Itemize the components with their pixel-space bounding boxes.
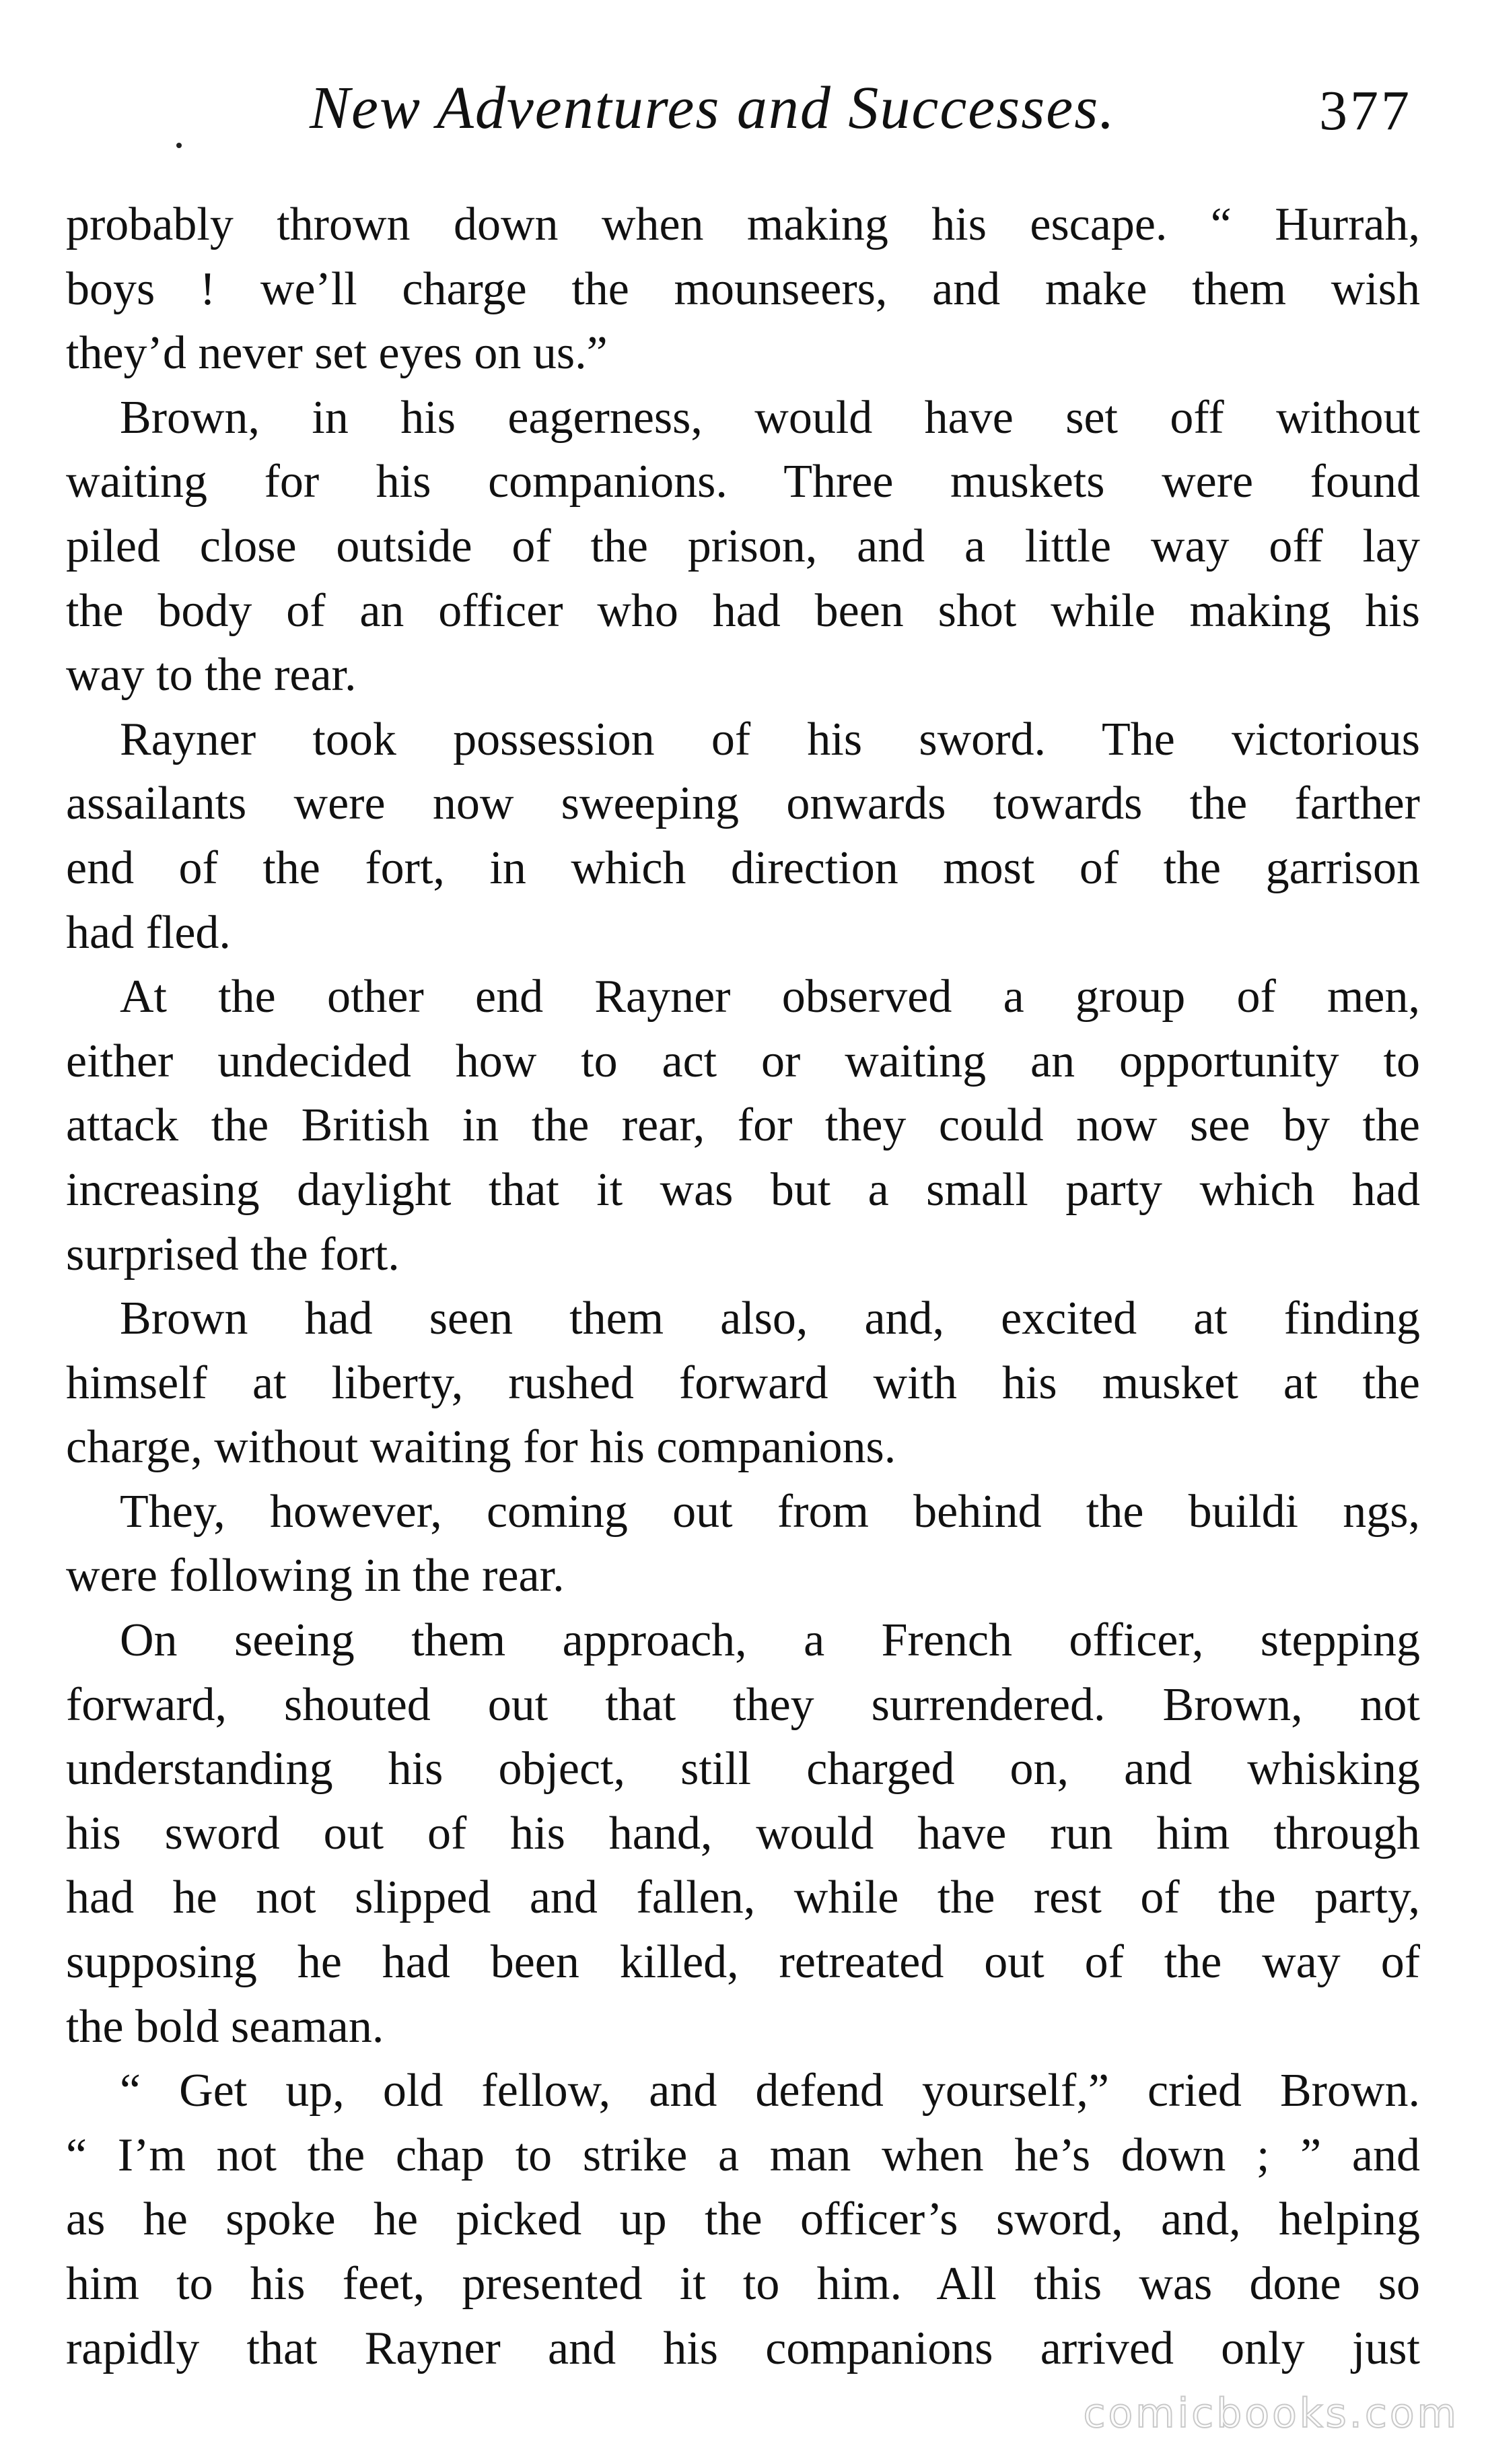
watermark-logo: comicbooks.com	[1083, 2390, 1459, 2437]
page-number: 377	[1319, 79, 1412, 142]
text-line: him to his feet, presented it to him. All this was done so	[66, 2258, 1420, 2310]
text-line: they’d never set eyes on us.”	[66, 327, 608, 380]
text-line: Brown, in his eagerness, would have set off without	[120, 391, 1420, 444]
body-text	[66, 193, 1420, 2381]
text-line: boys ! we’ll charge the mounseers, and make them wish	[66, 263, 1420, 315]
text-line: understanding his object, still charged on, and whisking	[66, 1743, 1420, 1795]
text-line: supposing he had been killed, retreated out of the way of	[66, 1936, 1420, 1989]
text-line: charge, without waiting for his companions.	[66, 1421, 896, 1474]
running-title: New Adventures and Successes.	[310, 75, 1116, 141]
text-line: as he spoke he picked up the officer’s sword, and, helping	[66, 2193, 1420, 2246]
text-line: Brown had seen them also, and, excited at finding	[120, 1293, 1420, 1345]
text-line: the bold seaman.	[66, 2000, 384, 2053]
text-line: “ Get up, old fellow, and defend yourself,” cried Brown.	[120, 2065, 1420, 2117]
text-line: himself at liberty, rushed forward with his musket at the	[66, 1357, 1420, 1409]
text-line: either undecided how to act or waiting an opportunity to	[66, 1035, 1420, 1087]
text-line: had fled.	[66, 906, 231, 959]
running-head	[67, 65, 1419, 152]
text-line: assailants were now sweeping onwards towards the farther	[66, 778, 1420, 830]
text-line: surprised the fort.	[66, 1228, 400, 1280]
text-line: On seeing them approach, a French officer, stepping	[120, 1614, 1420, 1667]
text-line: the body of an officer who had been shot while making his	[66, 584, 1420, 637]
text-line: had he not slipped and fallen, while the rest of the party,	[66, 1872, 1420, 1924]
text-line: attack the British in the rear, for they could now see by the	[66, 1099, 1420, 1152]
text-line: forward, shouted out that they surrendered. Brown, not	[66, 1678, 1420, 1731]
text-line: piled close outside of the prison, and a little way off lay	[66, 520, 1420, 572]
text-line: At the other end Rayner observed a group of men,	[120, 971, 1420, 1023]
text-line: his sword out of his hand, would have run him through	[66, 1807, 1420, 1859]
text-line: were following in the rear.	[66, 1550, 565, 1602]
text-line: “ I’m not the chap to strike a man when he’s down ; ” and	[66, 2129, 1420, 2181]
text-line: probably thrown down when making his escape. “ Hurrah,	[66, 199, 1420, 250]
text-line: They, however, coming out from behind the buildi ngs,	[120, 1485, 1420, 1538]
text-line: Rayner took possession of his sword. The victorious	[120, 713, 1420, 765]
text-line: end of the fort, in which direction most of the garrison	[66, 842, 1420, 894]
text-line: increasing daylight that it was but a small party which had	[66, 1163, 1420, 1216]
ink-speck	[176, 143, 182, 148]
text-line: way to the rear.	[66, 649, 357, 701]
text-line: rapidly that Rayner and his companions arrived only just	[66, 2322, 1420, 2374]
text-line: waiting for his companions. Three muskets were found	[66, 456, 1420, 508]
